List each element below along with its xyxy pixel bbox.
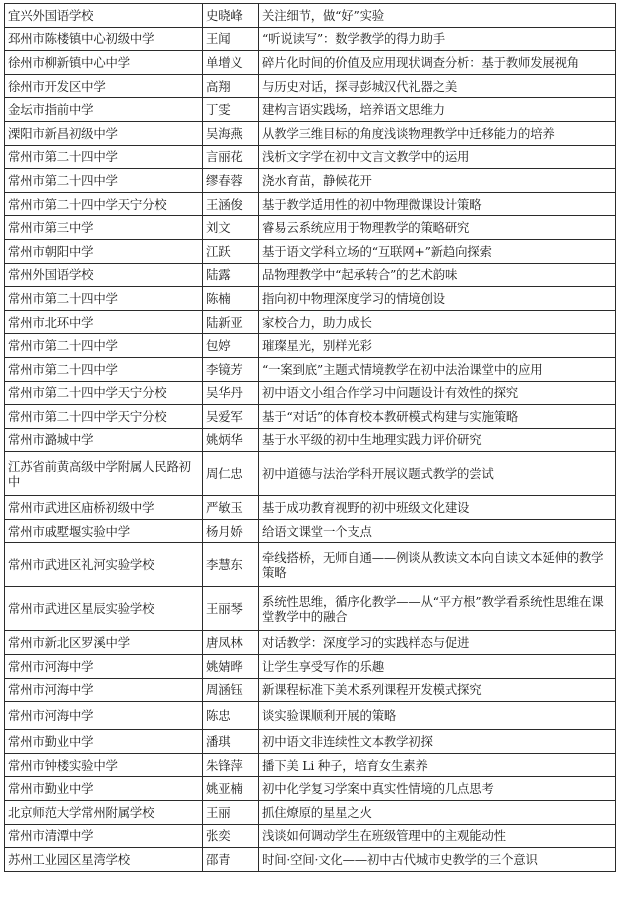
table-row	[5, 519, 616, 543]
table-row	[5, 702, 616, 730]
name-cell: 缪春蓉	[203, 169, 259, 193]
school-cell: 常州市新北区罗溪中学	[5, 631, 203, 655]
name-cell: 陈忠	[203, 702, 259, 730]
school-cell: 邳州市陈楼镇中心初级中学	[5, 27, 203, 51]
title-cell: 睿易云系统应用于物理教学的策略研究	[259, 216, 616, 240]
school-cell: 常州市河海中学	[5, 678, 203, 702]
name-cell: 吴华丹	[203, 381, 259, 405]
title-cell: 基于教学适用性的初中物理微课设计策略	[259, 192, 616, 216]
school-cell: 常州市第二十四中学天宁分校	[5, 381, 203, 405]
table-row	[5, 216, 616, 240]
title-cell: 初中化学复习学案中真实性情境的几点思考	[259, 777, 616, 801]
school-cell: 常州市第二十四中学	[5, 357, 203, 381]
table-row	[5, 357, 616, 381]
title-cell: 系统性思维，循序化教学——从“平方根”教学看系统性思维在课堂教学中的融合	[259, 587, 616, 631]
school-cell: 常州市勤业中学	[5, 730, 203, 754]
name-cell: 周仁忠	[203, 452, 259, 496]
table-row	[5, 655, 616, 679]
name-cell: 陈楠	[203, 287, 259, 311]
name-cell: 杨月娇	[203, 519, 259, 543]
table-row	[5, 169, 616, 193]
table-row	[5, 145, 616, 169]
name-cell: 史晓峰	[203, 4, 259, 28]
title-cell: 浇水育苗，静候花开	[259, 169, 616, 193]
table-row	[5, 587, 616, 631]
award-list-body	[5, 4, 616, 872]
title-cell: 谈实验课顺利开展的策略	[259, 702, 616, 730]
name-cell: 王涵俊	[203, 192, 259, 216]
school-cell: 常州市第二十四中学	[5, 145, 203, 169]
name-cell: 吴爱军	[203, 405, 259, 429]
title-cell: 指向初中物理深度学习的情境创设	[259, 287, 616, 311]
school-cell: 常州市第二十四中学	[5, 169, 203, 193]
title-cell: 碎片化时间的价值及应用现状调查分析：基于教师发展视角	[259, 51, 616, 75]
name-cell: 李镜芳	[203, 357, 259, 381]
title-cell: 璀璨星光，别样光彩	[259, 334, 616, 358]
title-cell: 浅谈如何调动学生在班级管理中的主观能动性	[259, 824, 616, 848]
name-cell: 陆新亚	[203, 310, 259, 334]
school-cell: 宜兴外国语学校	[5, 4, 203, 28]
name-cell: 严敏玉	[203, 496, 259, 520]
school-cell: 常州市清潭中学	[5, 824, 203, 848]
name-cell: 江跃	[203, 239, 259, 263]
school-cell: 常州市第二十四中学	[5, 334, 203, 358]
table-row	[5, 777, 616, 801]
table-row	[5, 753, 616, 777]
title-cell: 初中道德与法治学科开展议题式教学的尝试	[259, 452, 616, 496]
table-row	[5, 98, 616, 122]
award-list-table	[4, 3, 616, 872]
name-cell: 唐凤林	[203, 631, 259, 655]
table-row	[5, 74, 616, 98]
school-cell: 常州市第二十四中学	[5, 287, 203, 311]
school-cell: 苏州工业园区星湾学校	[5, 848, 203, 872]
title-cell: 初中语文小组合作学习中问题设计有效性的探究	[259, 381, 616, 405]
name-cell: 高翔	[203, 74, 259, 98]
table-row	[5, 428, 616, 452]
name-cell: 姚婧晔	[203, 655, 259, 679]
title-cell: 抓住燎原的星星之火	[259, 801, 616, 825]
school-cell: 常州市武进区星辰实验学校	[5, 587, 203, 631]
title-cell: “听说读写”：数学教学的得力助手	[259, 27, 616, 51]
table-row	[5, 452, 616, 496]
table-row	[5, 678, 616, 702]
title-cell: 从教学三维目标的角度浅谈物理教学中迁移能力的培养	[259, 121, 616, 145]
school-cell: 徐州市柳新镇中心中学	[5, 51, 203, 75]
school-cell: 常州市朝阳中学	[5, 239, 203, 263]
title-cell: 品物理教学中“起承转合”的艺术韵味	[259, 263, 616, 287]
school-cell: 徐州市开发区中学	[5, 74, 203, 98]
school-cell: 常州市武进区礼河实验学校	[5, 543, 203, 587]
title-cell: 牵线搭桥，无师自通——例谈从教读文本向自读文本延伸的教学策略	[259, 543, 616, 587]
name-cell: 单增义	[203, 51, 259, 75]
table-row	[5, 27, 616, 51]
school-cell: 常州市钟楼实验中学	[5, 753, 203, 777]
name-cell: 吴海燕	[203, 121, 259, 145]
school-cell: 溧阳市新昌初级中学	[5, 121, 203, 145]
name-cell: 丁雯	[203, 98, 259, 122]
title-cell: 建构言语实践场，培养语文思维力	[259, 98, 616, 122]
school-cell: 金坛市指前中学	[5, 98, 203, 122]
name-cell: 陆露	[203, 263, 259, 287]
title-cell: 基于语文学科立场的“互联网+”新趋向探索	[259, 239, 616, 263]
name-cell: 邵青	[203, 848, 259, 872]
school-cell: 江苏省前黄高级中学附属人民路初中	[5, 452, 203, 496]
school-cell: 北京师范大学常州附属学校	[5, 801, 203, 825]
name-cell: 朱锋萍	[203, 753, 259, 777]
name-cell: 周涵钰	[203, 678, 259, 702]
title-cell: 基于成功教育视野的初中班级文化建设	[259, 496, 616, 520]
title-cell: 基于“对话”的体育校本教研模式构建与实施策略	[259, 405, 616, 429]
school-cell: 常州市第二十四中学天宁分校	[5, 405, 203, 429]
school-cell: 常州市潞城中学	[5, 428, 203, 452]
table-row	[5, 824, 616, 848]
name-cell: 包婷	[203, 334, 259, 358]
school-cell: 常州市戚墅堰实验中学	[5, 519, 203, 543]
award-list-sheet	[4, 3, 615, 872]
title-cell: “一案到底”主题式情境教学在初中法治课堂中的应用	[259, 357, 616, 381]
table-row	[5, 239, 616, 263]
title-cell: 与历史对话，探寻彭城汉代礼器之美	[259, 74, 616, 98]
school-cell: 常州外国语学校	[5, 263, 203, 287]
school-cell: 常州市第三中学	[5, 216, 203, 240]
table-row	[5, 192, 616, 216]
name-cell: 姚亚楠	[203, 777, 259, 801]
name-cell: 王丽琴	[203, 587, 259, 631]
title-cell: 家校合力，助力成长	[259, 310, 616, 334]
table-row	[5, 405, 616, 429]
name-cell: 王闻	[203, 27, 259, 51]
table-row	[5, 287, 616, 311]
title-cell: 初中语文非连续性文本教学初探	[259, 730, 616, 754]
name-cell: 李慧东	[203, 543, 259, 587]
table-row	[5, 334, 616, 358]
table-row	[5, 121, 616, 145]
name-cell: 刘文	[203, 216, 259, 240]
school-cell: 常州市北环中学	[5, 310, 203, 334]
name-cell: 潘琪	[203, 730, 259, 754]
title-cell: 对话教学：深度学习的实践样态与促进	[259, 631, 616, 655]
title-cell: 播下美 Li 种子，培育女生素养	[259, 753, 616, 777]
title-cell: 让学生享受写作的乐趣	[259, 655, 616, 679]
table-row	[5, 310, 616, 334]
school-cell: 常州市河海中学	[5, 655, 203, 679]
school-cell: 常州市勤业中学	[5, 777, 203, 801]
table-row	[5, 51, 616, 75]
table-row	[5, 631, 616, 655]
school-cell: 常州市第二十四中学天宁分校	[5, 192, 203, 216]
table-row	[5, 848, 616, 872]
title-cell: 给语文课堂一个支点	[259, 519, 616, 543]
title-cell: 基于水平级的初中生地理实践力评价研究	[259, 428, 616, 452]
table-row	[5, 730, 616, 754]
name-cell: 言丽花	[203, 145, 259, 169]
school-cell: 常州市河海中学	[5, 702, 203, 730]
table-row	[5, 263, 616, 287]
title-cell: 时间·空间·文化——初中古代城市史教学的三个意识	[259, 848, 616, 872]
name-cell: 张奕	[203, 824, 259, 848]
name-cell: 姚炳华	[203, 428, 259, 452]
table-row	[5, 496, 616, 520]
table-row	[5, 381, 616, 405]
table-row	[5, 4, 616, 28]
name-cell: 王丽	[203, 801, 259, 825]
school-cell: 常州市武进区庙桥初级中学	[5, 496, 203, 520]
table-row	[5, 801, 616, 825]
title-cell: 新课程标准下美术系列课程开发模式探究	[259, 678, 616, 702]
title-cell: 浅析文字学在初中文言文教学中的运用	[259, 145, 616, 169]
title-cell: 关注细节，做“好”实验	[259, 4, 616, 28]
table-row	[5, 543, 616, 587]
